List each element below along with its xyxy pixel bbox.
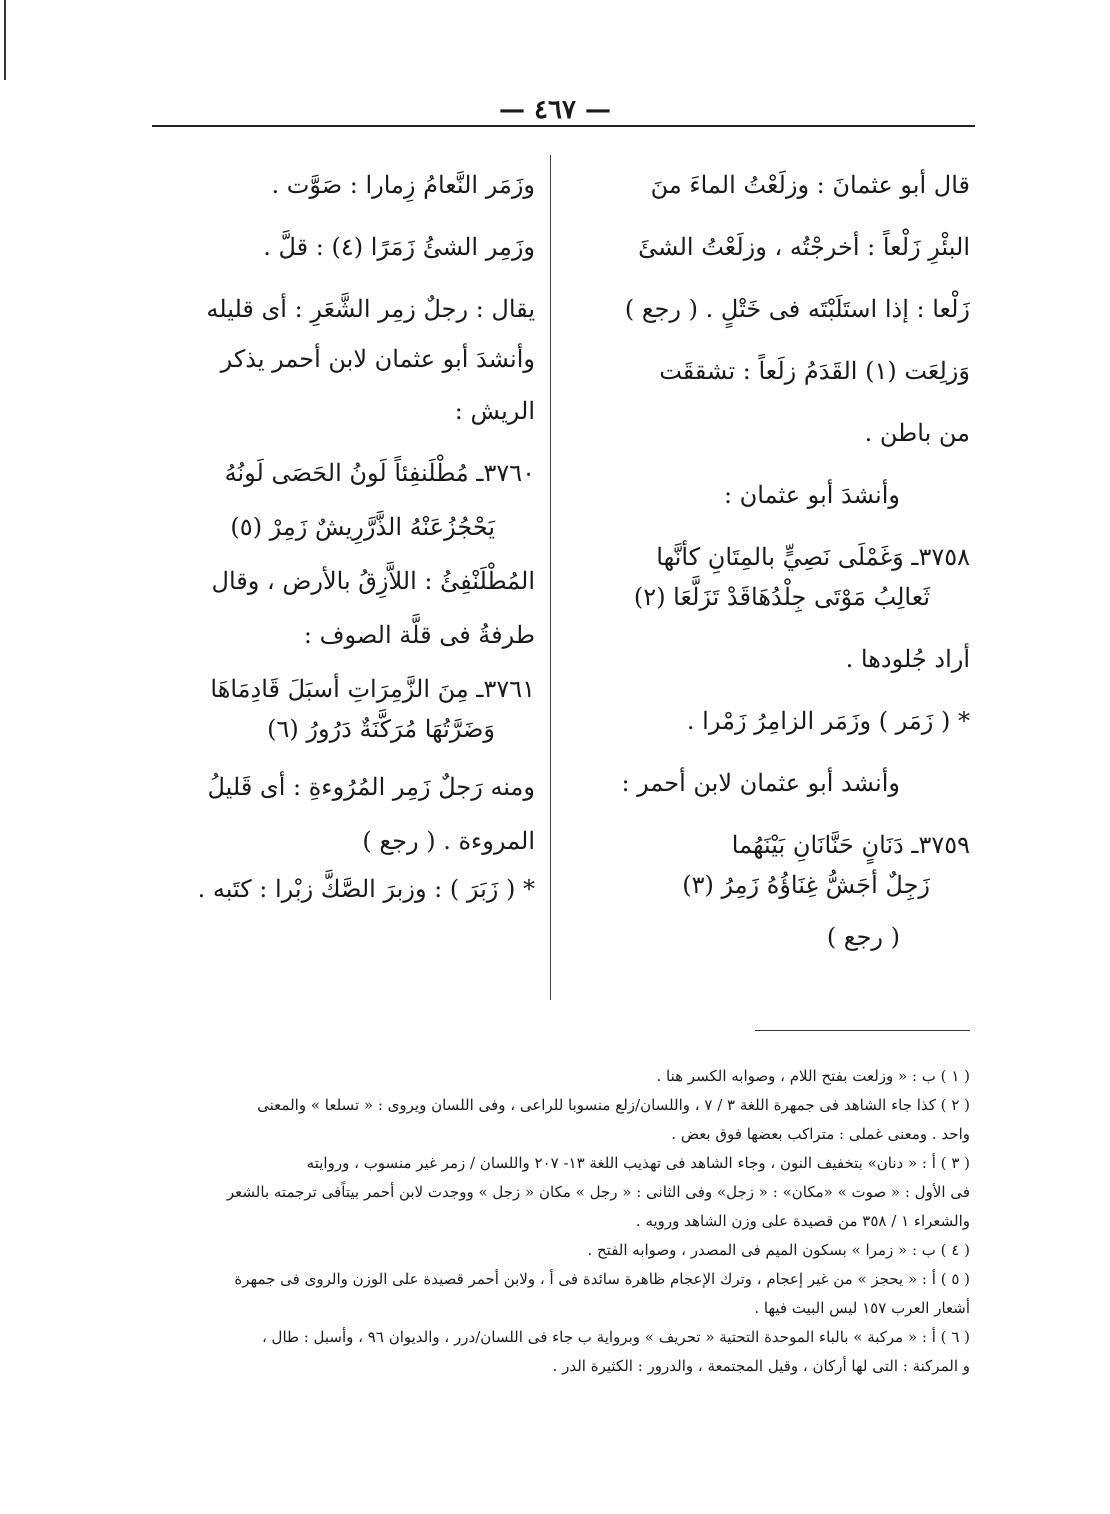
footnote-line: ( ٥ ) أ : « يحجز » من غير إعجام ، وترك الإعجام ظاهرة سائدة فى أ ، ولابن أحمر قصيدة على الوزن والروى فى جمهرة: [234, 1270, 970, 1288]
footnote-line: فى الأول : « صوت » «مكان» : « زجل» وفى الثانى : « رجل » مكان « زجل » ووجدت لابن أحمر بيتاًفى ترجمته بالشعر: [226, 1183, 970, 1201]
right-column: [570, 165, 970, 957]
verse-line: زَجِلٌ أجَشُّ غِنَاؤُهُ زَمِرُ (٣): [682, 871, 930, 899]
footnote-rule: [755, 1030, 970, 1031]
return-marker: ( رجع ): [826, 923, 900, 951]
text-line: قال أبو عثمانَ : وزلَعْتُ الماءَ منَ: [650, 171, 970, 199]
footnotes: [148, 1062, 970, 1381]
verse-line: ثَعالِبُ مَوْتَى جِلْدُهَاقَدْ تَزَلَّعَا (٢): [633, 583, 930, 611]
text-line: وزَمِر الشئُ زَمَرًا (٤) : قلَّ .: [263, 233, 535, 261]
footnote-line: ( ٣ ) أ : « دنان» بتخفيف النون ، وجاء الشاهد فى تهذيب اللغة ١٣- ٢٠٧ واللسان / زمر غير منسوب ، وروايته: [306, 1154, 970, 1172]
text-line: طرفةُ فى قلَّة الصوف :: [303, 621, 535, 649]
verse-line: ٣٧٥٨ـ وَغَمْلَى نَصِيٍّ بالمِتَانِ كأنَّها: [656, 543, 970, 571]
text-line: وأنشدَ أبو عثمان لابن أحمر يذكر: [220, 345, 535, 373]
text-line: وزَمَر النَّعامُ زِمارا : صَوَّت .: [271, 171, 535, 199]
text-line: من باطن .: [864, 419, 970, 447]
footnote-line: و المركنة : التى لها أركان ، وقيل المجتمعة ، والدرور : الكثيرة الدر .: [552, 1357, 970, 1375]
footnote-line: واحد . ومعنى غملى : متراكب بعضها فوق بعض .: [671, 1125, 970, 1143]
text-line: أراد جُلودها .: [845, 645, 970, 673]
text-line: يقال : رجلٌ زمِر الشَّعَرِ : أى قليله: [206, 295, 535, 323]
text-line: وَزلِعَت (١) القَدَمُ زلَعاً : تشققَت: [659, 357, 970, 385]
page-number: — ٤٦٧ —: [498, 95, 612, 125]
verse-line: وَضَرَّتُهَا مُرَكَّنَةٌ دَرُورُ (٦): [267, 715, 495, 743]
verse-line: ٣٧٦١ـ مِنَ الزَّمِرَاتِ أسبَلَ قَادِمَاهَا: [210, 675, 535, 703]
footnote-line: ( ٦ ) أ : « مركبة » بالباء الموحدة التحتية « تحريف » وبرواية ب جاء فى اللسان/درر ، والديوان ٩٦ ، وأسبل : طال ،: [261, 1328, 970, 1346]
text-line: المُطْلَنْفِئُ : اللاَّزِقُ بالأرض ، وقال: [211, 567, 535, 595]
column-divider: [550, 155, 551, 1000]
header-rule: [152, 125, 975, 127]
footnote-line: والشعراء ١ / ٣٥٨ من قصيدة على وزن الشاهد ورويه .: [635, 1212, 970, 1230]
entry-heading: * ( زَمَر ) وزَمَر الزامِرُ زَمْرا .: [686, 707, 970, 735]
text-line: المروءة . ( رجع ): [362, 827, 535, 855]
verse-line: ٣٧٥٩ـ دَنَانٍ حَنَّانَانِ بَيْنَهُما: [731, 831, 970, 859]
text-line: الريش :: [454, 397, 535, 425]
text-line: وأنشدَ أبو عثمان :: [723, 481, 900, 509]
footnote-line: أشعار العرب ١٥٧ ليس البيت فيها .: [754, 1299, 970, 1317]
verse-line: يَحْجُزُعَنْهُ الذَّرَّرِيشٌ زَمِرْ (٥): [230, 513, 495, 541]
left-column: [150, 165, 535, 909]
entry-heading: * ( زَبَرَ ) : وزبرَ الصَّكَّ زبْرا : كتَبه .: [197, 875, 535, 903]
margin-line: [4, 0, 6, 80]
text-line: البئْرِ زَلْعاً : أخرجْتُه ، وزلَعْتُ الشئَ: [638, 233, 970, 261]
verse-line: ٣٧٦٠ـ مُطْلَنفِئاً لَونُ الحَصَى لَونُهُ: [224, 459, 535, 487]
footnote-line: ( ٤ ) ب : « زمرا » بسكون الميم فى المصدر ، وصوابه الفتح .: [587, 1241, 970, 1259]
footnote-line: ( ٢ ) كذا جاء الشاهد فى جمهرة اللغة ٣ / ٧ ، واللسان/زلع منسوبا للراعى ، وفى اللسان ويروى : « تسلعا » والمعنى: [257, 1096, 970, 1114]
text-line: زَلْعا : إذا استَلَبْتَه فى خَتْلٍ . ( رجع ): [624, 295, 970, 323]
footnote-line: ( ١ ) ب : « وزلعت بفتح اللام ، وصوابه الكسر هنا .: [656, 1067, 970, 1085]
text-line: وأنشد أبو عثمان لابن أحمر :: [621, 769, 900, 797]
text-line: ومنه رَجلٌ زَمِر المُرُوءةِ : أى قَليلُ: [207, 773, 535, 801]
